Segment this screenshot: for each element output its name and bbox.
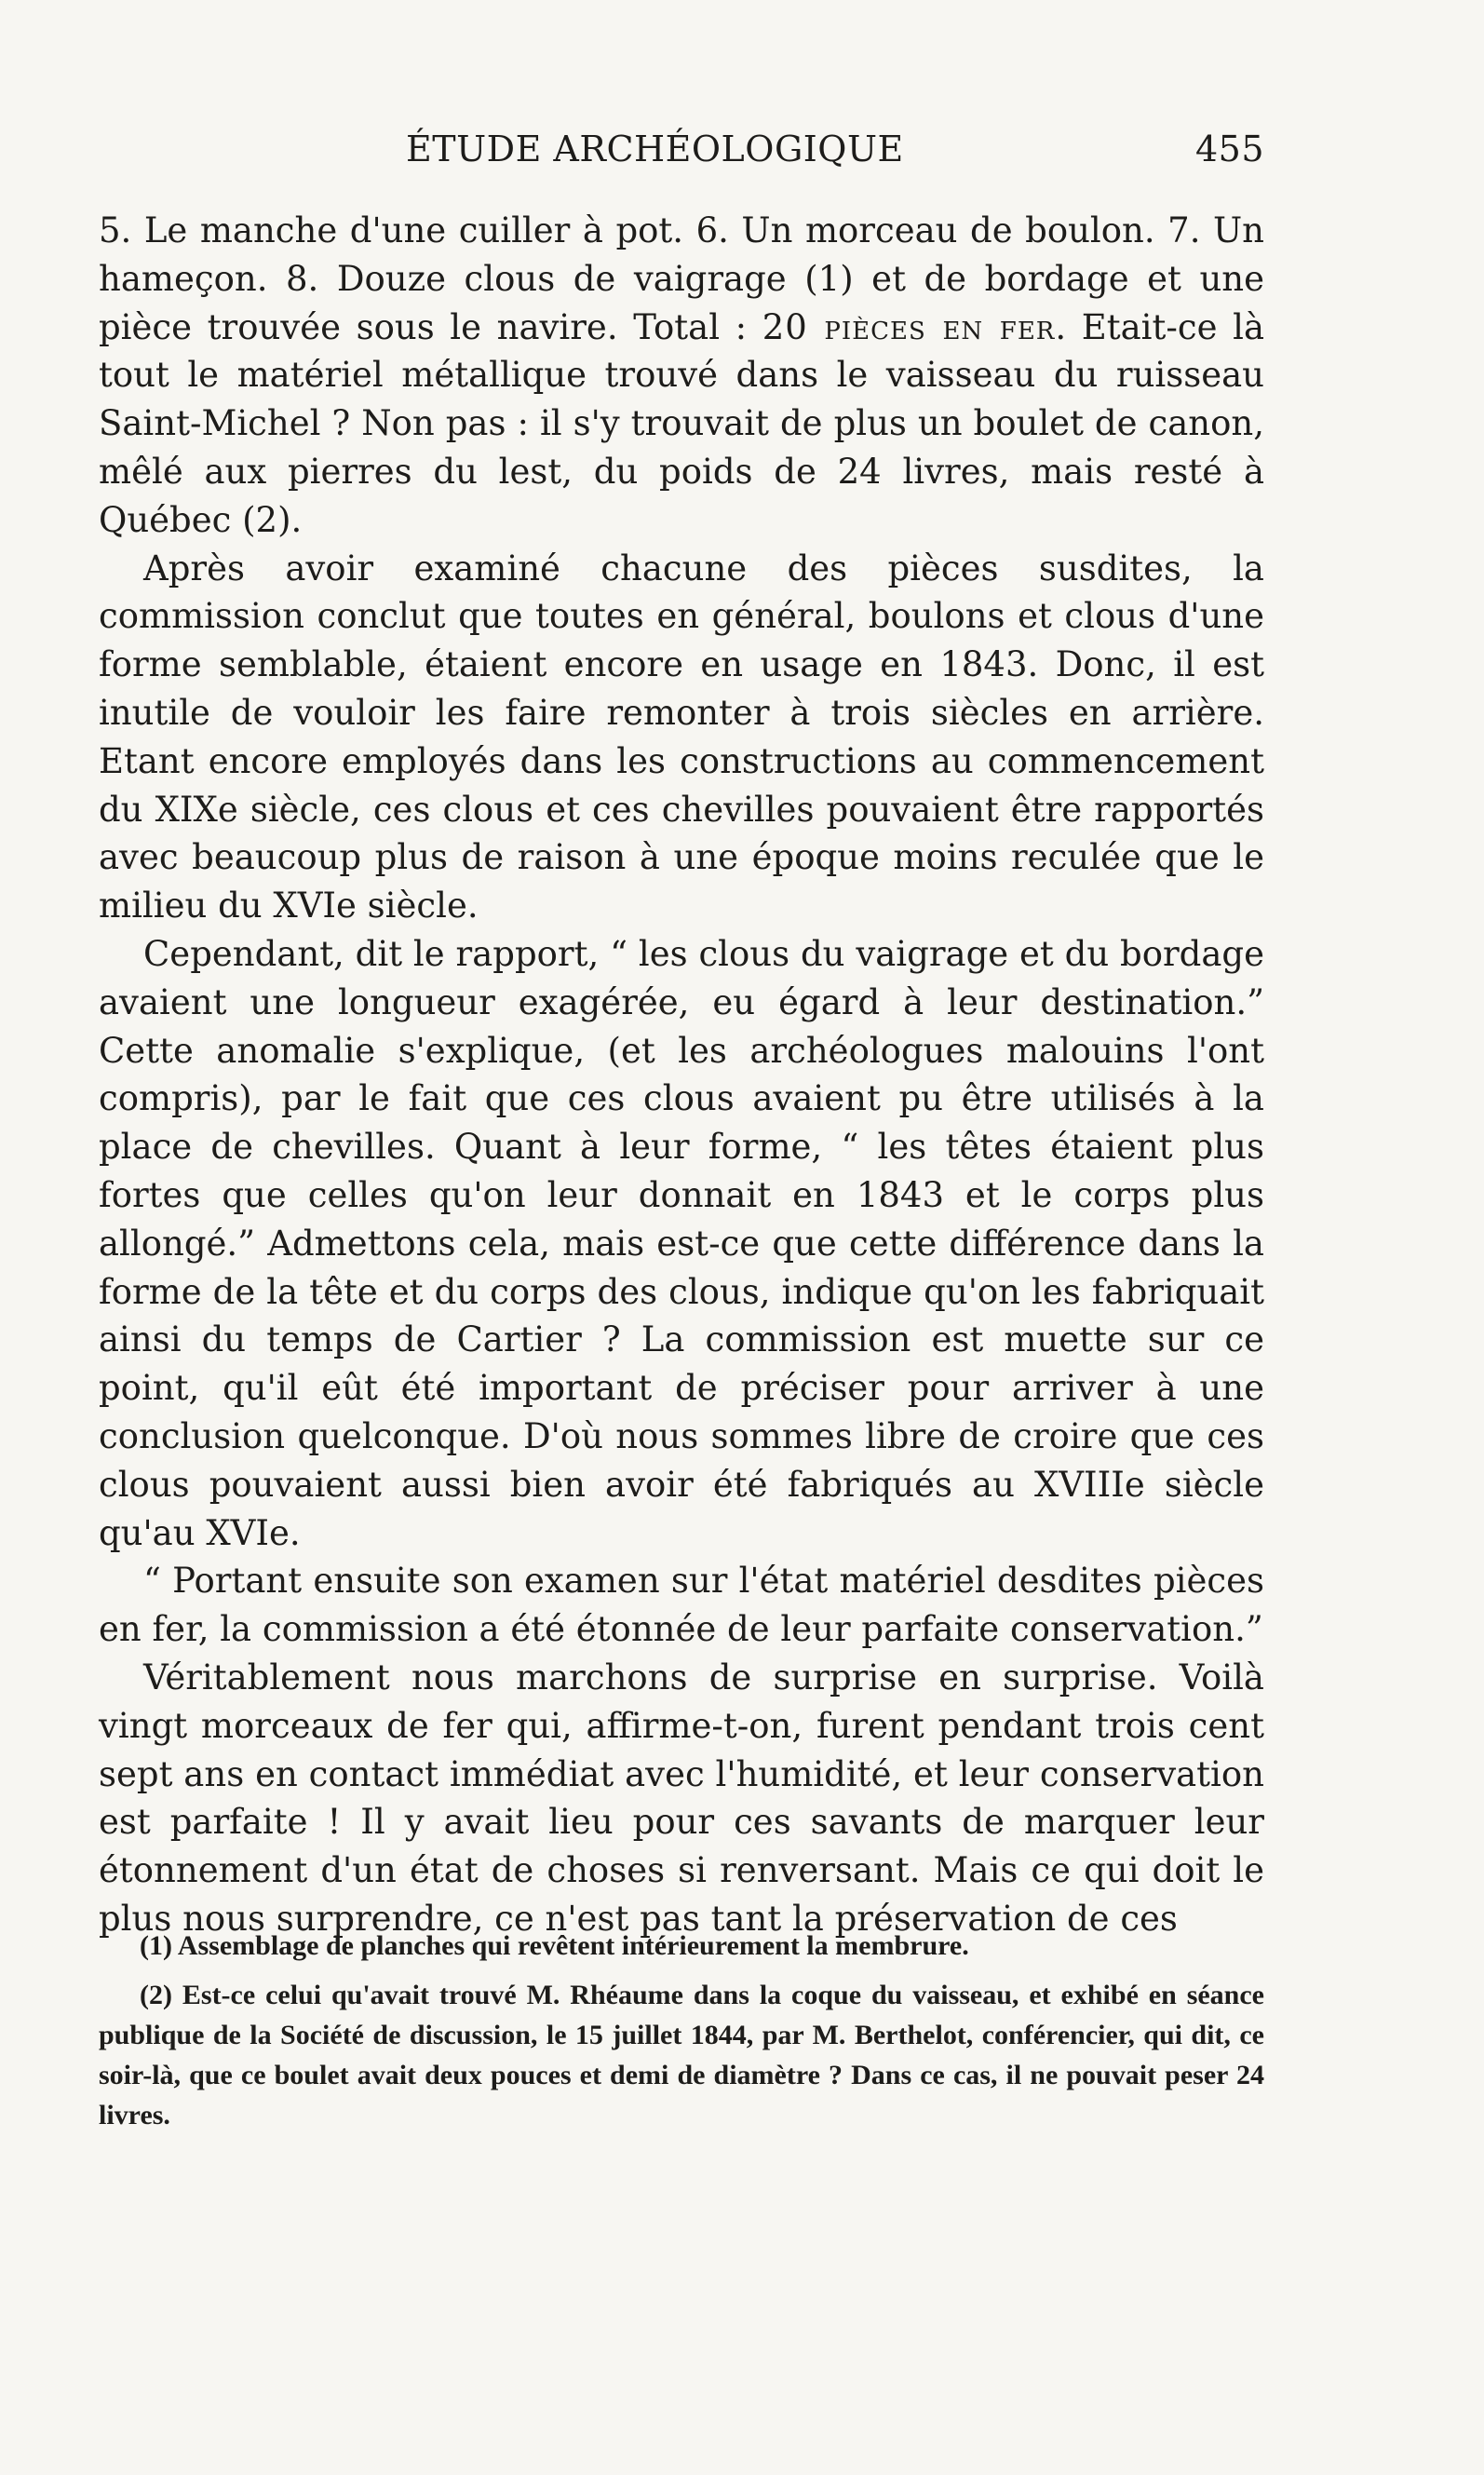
paragraph-3: Cependant, dit le rapport, “ les clous du vaigrage et du bordage avaient une longueur exagérée, eu égard à leur destination.” Cette anomalie s'explique, (et les archéologues malouins l'ont compris), par le fait que ces clous avaient pu être utilisés à la place de chevilles. Quant à leur forme, “ les têtes étaient plus fortes que celles qu'on leur donnait en 1843 et le corps plus allongé.” Admettons cela, mais est-ce que cette différence dans la forme de la tête et du corps des clous, indique qu'on les fabriquait ainsi du temps de Cartier ? La commission est muette sur ce point, qu'il eût été important de préciser pour arriver à une conclusion quelconque. D'où nous sommes libre de croire que ces clous pouvaient aussi bien avoir été fabriqués au XVIIIe siècle qu'au XVIe. [99, 933, 1264, 1553]
paragraph-2: Après avoir examiné chacune des pièces susdites, la commission conclut que toutes en général, boulons et clous d'une forme semblable, étaient encore en usage en 1843. Donc, il est inutile de vouloir les faire remonter à trois siècles en arrière. Etant encore employés dans les constructions au commencement du XIXe siècle, ces clous et ces chevilles pouvaient être rapportés avec beaucoup plus de raison à une époque moins reculée que le milieu du XVIe siècle. [99, 548, 1264, 926]
paragraph-1-text: 5. Le manche d'une cuiller à pot. 6. Un morceau de boulon. 7. Un hameçon. 8. Douze clous de vaigrage (1) et de bordage et une pièce trouvée sous le navire. Total : [99, 210, 1264, 347]
running-head [99, 128, 1264, 175]
paragraph-4: “ Portant ensuite son examen sur l'état matériel desdites pièces en fer, la commission a été étonnée de leur parfaite conservation.” [99, 1561, 1264, 1650]
page-number: 455 [1194, 128, 1264, 169]
paragraph-5: Véritablement nous marchons de surprise en surprise. Voilà vingt morceaux de fer qui, affirme-t-on, furent pendant trois cent sept ans en contact immédiat avec l'humidité, et leur conservation est parfaite ! Il y avait lieu pour ces savants de marquer leur étonnement d'un état de choses si renversant. Mais ce qui doit le plus nous surprendre, ce n'est pas tant la préservation de ces [99, 1657, 1264, 1939]
footnote-1: (1) Assemblage de planches qui revêtent intérieurement la membrure. [140, 1930, 969, 1961]
footnote-2: (2) Est-ce celui qu'avait trouvé M. Rhéaume dans la coque du vaisseau, et exhibé en séance publique de la Société de discussion, le 15 juillet 1844, par M. Berthelot, conférencier, qui dit, ce soir-là, que ce boulet avait deux pouces et demi de diamètre ? Dans ce cas, il ne pouvait peser 24 livres. [99, 1980, 1264, 2130]
paragraph-1-text-cont: . Etait-ce là tout le matériel métallique trouvé dans le vaisseau du ruisseau Saint-Michel ? Non pas : il s'y trouvait de plus un boulet de canon, mêlé aux pierres du lest, du poids de 24 livres, mais resté à Québec (2). [99, 306, 1264, 540]
total-pieces-smallcaps: 20 pièces en fer [762, 306, 1056, 347]
body-text [99, 207, 1264, 1943]
paragraph-1 [99, 207, 1264, 545]
footnotes [99, 1926, 1264, 2144]
running-title: ÉTUDE ARCHÉOLOGIQUE [406, 128, 904, 169]
